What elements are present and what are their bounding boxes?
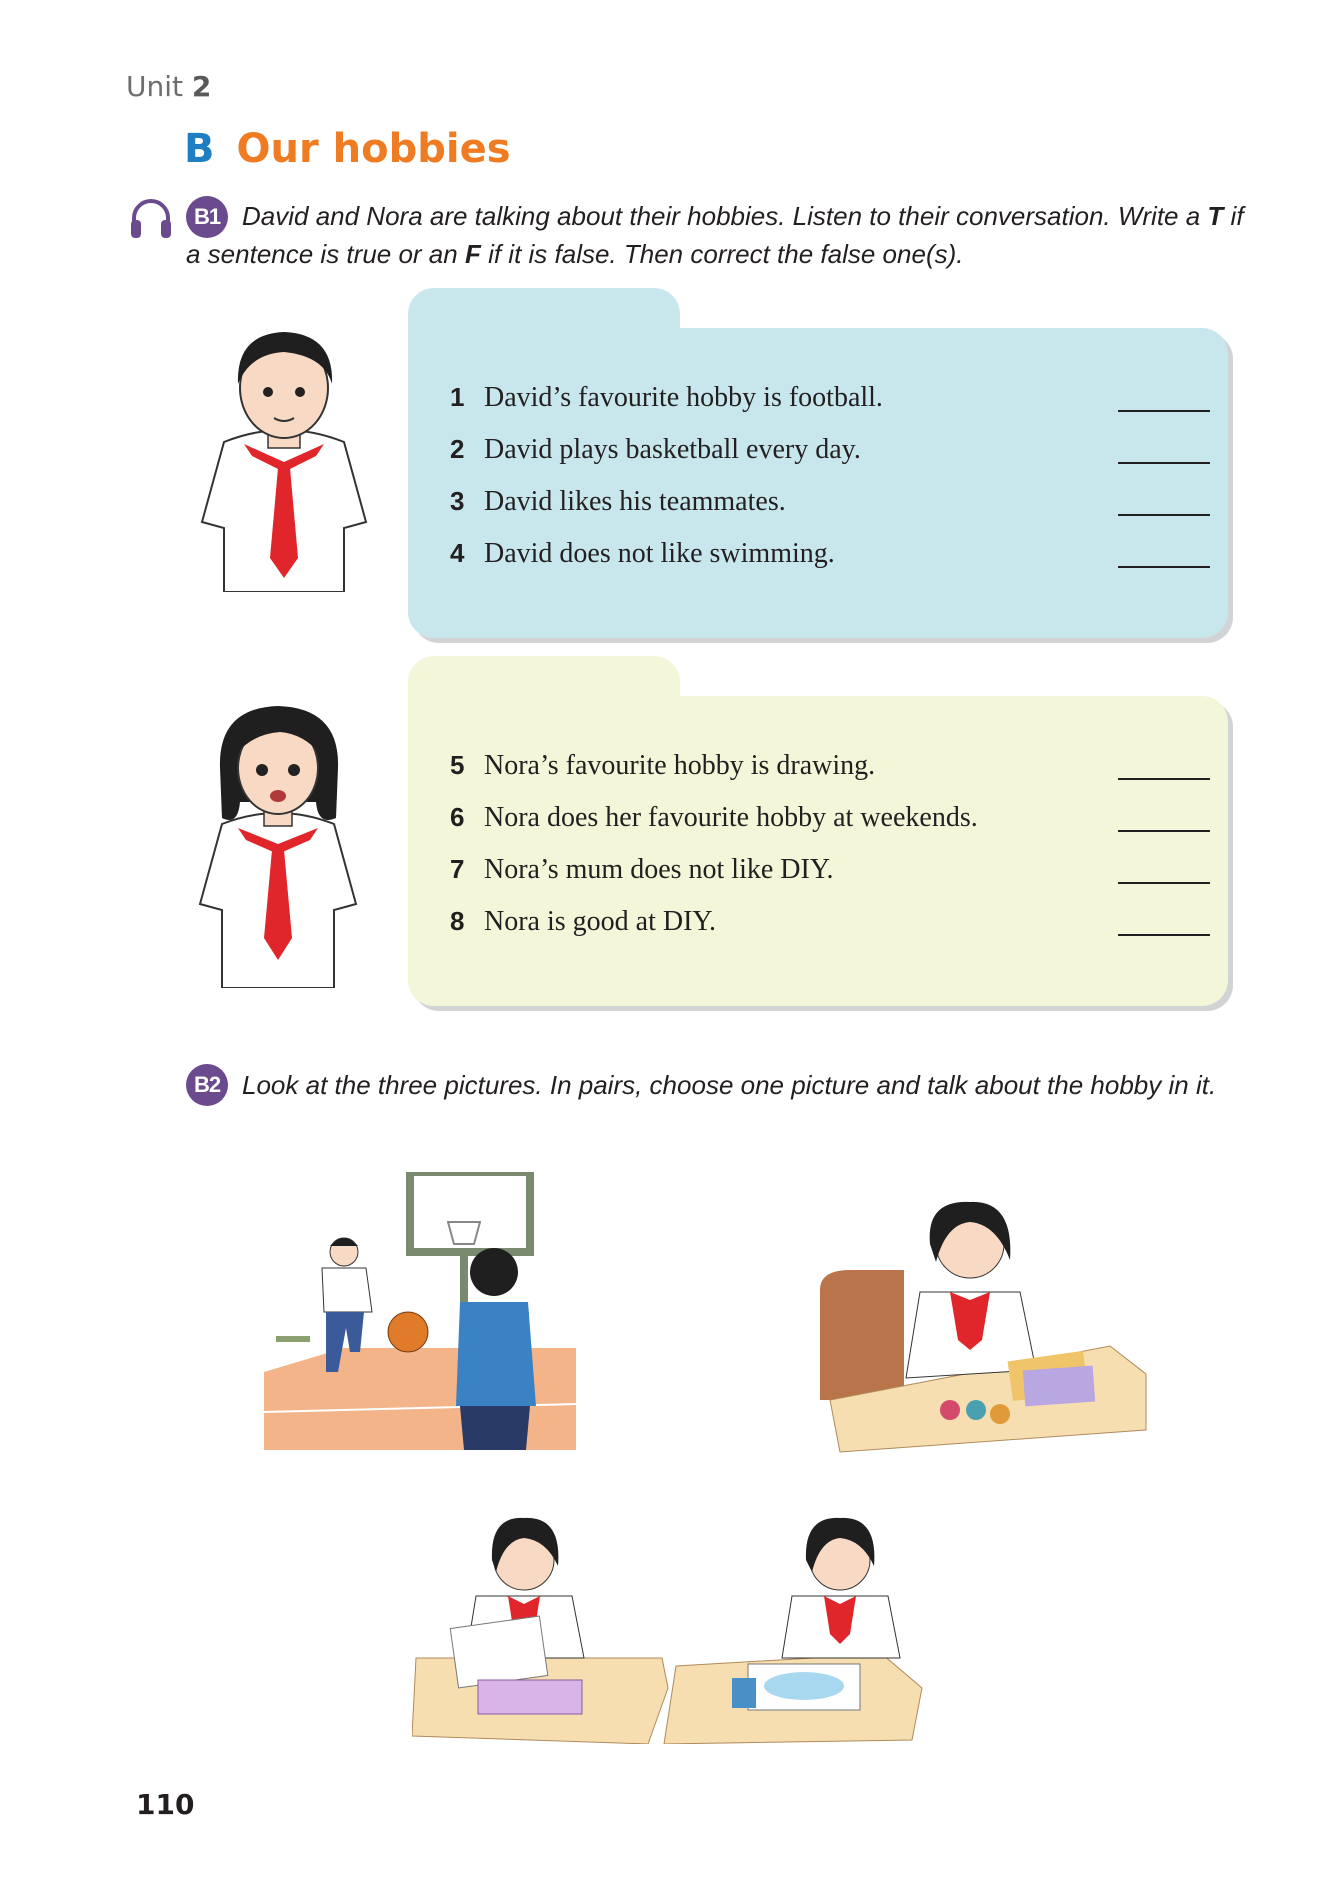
statement-item bbox=[450, 802, 1210, 854]
b1-instruction-part3: if it is false. Then correct the false one(s). bbox=[480, 239, 964, 269]
answer-blank[interactable] bbox=[1118, 490, 1210, 516]
b1-instruction-part1: David and Nora are talking about their hobbies. Listen to their conversation. Write a bbox=[242, 201, 1208, 231]
answer-blank[interactable] bbox=[1118, 858, 1210, 884]
statement-number: 8 bbox=[450, 906, 465, 936]
answer-blank[interactable] bbox=[1118, 806, 1210, 832]
headphones-icon bbox=[128, 196, 174, 240]
basketball-picture bbox=[264, 1172, 576, 1450]
statement-number: 6 bbox=[450, 802, 465, 832]
statement-text: Nora’s favourite hobby is drawing. bbox=[484, 750, 876, 781]
unit-word: Unit bbox=[126, 70, 183, 103]
exercise-badge-b1: B1 bbox=[186, 196, 228, 238]
statement-text: David plays basketball every day. bbox=[484, 434, 861, 465]
statement-text: Nora does her favourite hobby at weekends. bbox=[484, 802, 978, 833]
statement-text: David does not like swimming. bbox=[484, 538, 835, 569]
nora-portrait bbox=[188, 698, 368, 988]
page-number: 110 bbox=[136, 1788, 195, 1821]
b1-instruction-f: F bbox=[464, 239, 481, 269]
nora-statements-panel bbox=[408, 656, 1228, 1006]
unit-label bbox=[126, 70, 211, 103]
statement-item bbox=[450, 854, 1210, 906]
drawing-picture bbox=[412, 1516, 1036, 1744]
statement-number: 4 bbox=[450, 538, 465, 568]
b1-instruction-t: T bbox=[1207, 201, 1224, 231]
section-heading bbox=[184, 126, 511, 172]
statement-text: David’s favourite hobby is football. bbox=[484, 382, 883, 413]
david-statements-panel bbox=[408, 288, 1228, 638]
answer-blank[interactable] bbox=[1118, 910, 1210, 936]
unit-number: 2 bbox=[191, 70, 212, 103]
statement-item bbox=[450, 486, 1210, 538]
statement-item bbox=[450, 538, 1210, 590]
david-portrait bbox=[184, 322, 384, 592]
exercise-badge-b2: B2 bbox=[186, 1064, 228, 1106]
answer-blank[interactable] bbox=[1118, 542, 1210, 568]
b2-instruction: Look at the three pictures. In pairs, choose one picture and talk about the hobby in it. bbox=[242, 1070, 1217, 1100]
statement-number: 2 bbox=[450, 434, 465, 464]
statement-number: 5 bbox=[450, 750, 465, 780]
nora-statement-list bbox=[450, 750, 1210, 958]
statement-text: Nora’s mum does not like DIY. bbox=[484, 854, 834, 885]
david-statement-list bbox=[450, 382, 1210, 590]
statement-text: Nora is good at DIY. bbox=[484, 906, 717, 937]
b1-instruction-part2: if a sentence is true or an bbox=[186, 201, 1244, 269]
b1-instruction bbox=[186, 197, 1246, 273]
statement-text: David likes his teammates. bbox=[484, 486, 786, 517]
statement-item bbox=[450, 750, 1210, 802]
statement-number: 7 bbox=[450, 854, 465, 884]
section-letter: B bbox=[184, 126, 215, 172]
statement-number: 3 bbox=[450, 486, 465, 516]
statement-item bbox=[450, 434, 1210, 486]
section-title: Our hobbies bbox=[236, 126, 511, 172]
statement-item bbox=[450, 382, 1210, 434]
answer-blank[interactable] bbox=[1118, 754, 1210, 780]
statement-item bbox=[450, 906, 1210, 958]
statement-number: 1 bbox=[450, 382, 465, 412]
answer-blank[interactable] bbox=[1118, 438, 1210, 464]
diy-picture bbox=[810, 1200, 1156, 1458]
answer-blank[interactable] bbox=[1118, 386, 1210, 412]
